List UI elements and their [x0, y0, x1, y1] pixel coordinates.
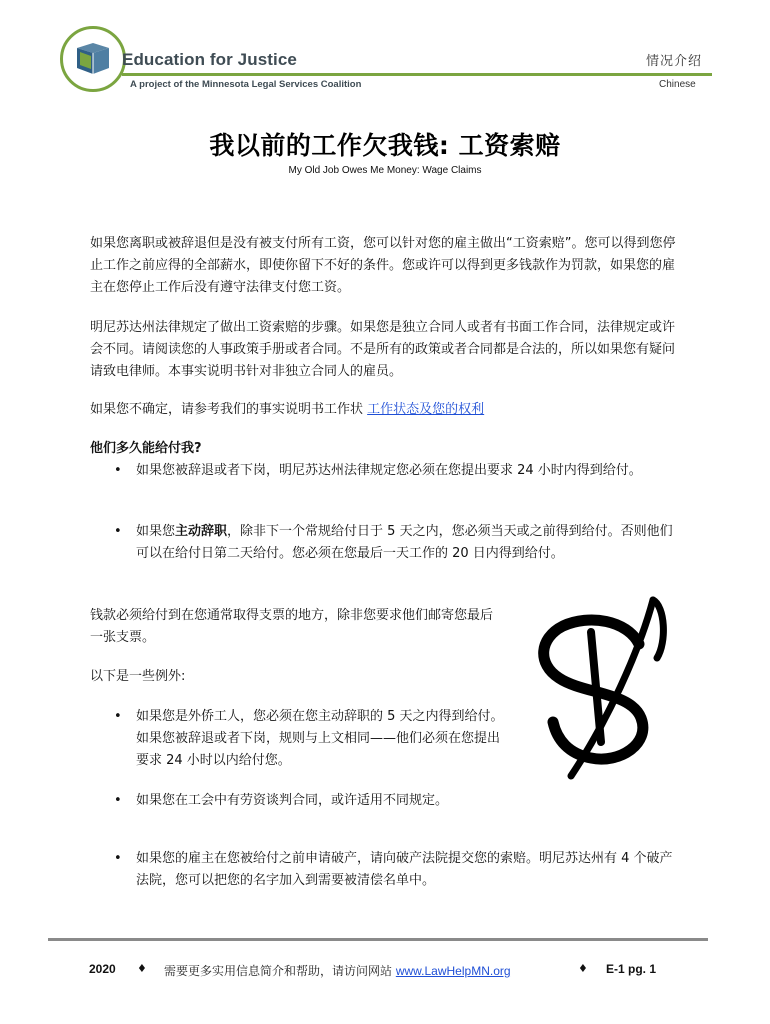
- footer-help-label: 需要更多实用信息简介和帮助，请访问网站: [164, 964, 396, 978]
- org-tagline: A project of the Minnesota Legal Services Coalition: [130, 79, 362, 90]
- exceptions-intro: 以下是一些例外:: [90, 669, 186, 684]
- intro-paragraph-3: [90, 399, 680, 421]
- bullet-migrant-worker: 如果您是外侨工人，您必须在您主动辞职的 5 天之内得到给付。如果您被辞退或者下岗，规则与上文相同——他们必须在您提出要求 24 小时以内给付您。: [136, 709, 504, 768]
- intro-paragraph-1: 如果您离职或被辞退但是没有被支付所有工资，您可以针对您的雇主做出“工资索赔”。您可以得到您停止工作之前应得的全部薪水，即使你留下不好的条件。您或许可以得到更多钱款作为罚款，如果您的雇主在您停止工作后没有遵守法律支付您工资。: [90, 236, 676, 295]
- language-label: Chinese: [659, 79, 696, 90]
- book-logo-icon: [73, 38, 113, 82]
- footer-year: 2020: [89, 962, 116, 976]
- bullet-quit: [136, 521, 680, 565]
- page-title: 我以前的工作欠我钱: 工资索赔: [209, 131, 561, 160]
- page-number: E-1 pg. 1: [606, 962, 657, 976]
- bullet-marker: •: [114, 851, 122, 866]
- payment-location-paragraph: 钱款必须给付到在您通常取得支票的地方，除非您要求他们邮寄您最后一张支票。: [90, 608, 494, 645]
- org-name: Education for Justice: [122, 50, 297, 69]
- footer-help-text: [164, 962, 511, 979]
- section-heading: 他们多久能给付我?: [90, 441, 202, 456]
- bullet-quit-rest: ，除非下一个常规给付日于 5 天之内，您必须当天或之前得到给付。否则他们可以在给付日第二天给付。您必须在您最后一天工作的 20 日内得到给付。: [136, 524, 673, 561]
- diamond-icon: ♦: [578, 962, 588, 975]
- footer-divider: [48, 938, 708, 941]
- bullet-quit-prefix: 如果您: [136, 524, 176, 539]
- doc-type-label: 情况介绍: [646, 54, 703, 69]
- bullet-bankruptcy: 如果您的雇主在您被给付之前申请破产，请向破产法院提交您的索赔。明尼苏达州有 4 个破产法院，您可以把您的名字加入到需要被清偿名单中。: [136, 851, 673, 888]
- page-subtitle: My Old Job Owes Me Money: Wage Claims: [288, 165, 482, 176]
- bullet-marker: •: [114, 463, 122, 478]
- dollar-sign-icon: [527, 592, 677, 786]
- work-status-link[interactable]: 工作状态及您的权利: [367, 402, 485, 417]
- diamond-icon: ♦: [137, 962, 147, 975]
- bullet-marker: •: [114, 793, 122, 808]
- intro-paragraph-2: 明尼苏达州法律规定了做出工资索赔的步骤。如果您是独立合同人或者有书面工作合同，法律规定或许会不同。请阅读您的人事政策手册或者合同。不是所有的政策或者合同都是合法的，所以如果您有疑问请致电律师。本事实说明书针对非独立合同人的雇员。: [90, 320, 676, 379]
- header-divider: [122, 73, 712, 76]
- bullet-marker: •: [114, 709, 122, 724]
- bullet-fired: 如果您被辞退或者下岗，明尼苏达州法律规定您必须在您提出要求 24 小时内得到给付。: [136, 463, 642, 478]
- lawhelpmn-link[interactable]: www.LawHelpMN.org: [395, 964, 511, 978]
- intro-paragraph-3-text: 如果您不确定，请参考我们的事实说明书工作状: [90, 402, 368, 417]
- bullet-union: 如果您在工会中有劳资谈判合同，或许适用不同规定。: [136, 793, 449, 808]
- bullet-quit-bold: 主动辞职: [175, 524, 228, 539]
- bullet-marker: •: [114, 524, 122, 539]
